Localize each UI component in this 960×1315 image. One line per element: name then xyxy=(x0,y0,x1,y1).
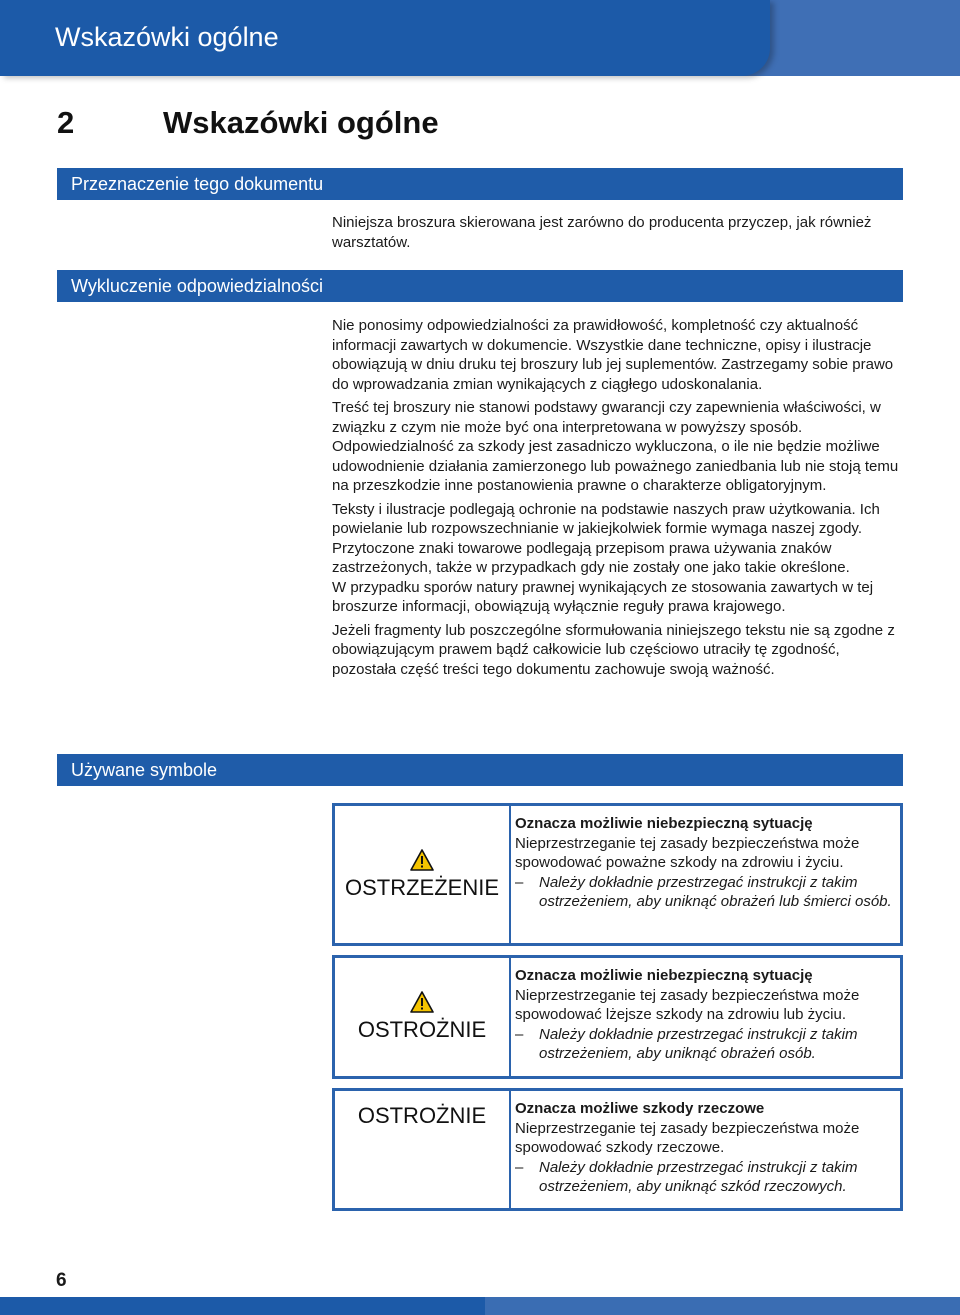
header-title: Wskazówki ogólne xyxy=(55,22,279,52)
dash-bullet: – xyxy=(515,873,524,891)
symbol-description xyxy=(511,958,900,1076)
symbol-caution-box xyxy=(332,955,903,1079)
disclaimer-paragraph: Treść tej broszury nie stanowi podstawy gwarancji czy zapewnienia właściwości, w związku z czym nie może być ona interpretowana w powyższy sposób. Odpowiedzialność za szkody jest zasadniczo wykluczona, o ile nie będzie możliwe udowodnienie działania zamierzonego lub poważnego zaniedbania lub nie stoją temu na przeszkodzie inne postanowienia prawne o charakterze obligatoryjnym. xyxy=(332,399,899,494)
symbol-property-damage-box xyxy=(332,1088,903,1211)
warning-triangle-icon xyxy=(410,849,434,871)
symbol-signal-word: OSTRZEŻENIE xyxy=(344,874,499,900)
symbol-heading: Oznacza możliwie niebezpieczną sytuację xyxy=(515,815,813,832)
disclaimer-paragraph: W przypadku sporów natury prawnej wynikających ze stosowania zawartych w tej broszurze informacji, obowiązują wyłącznie reguły prawa krajowego. xyxy=(332,578,874,615)
chapter-number: 2 xyxy=(57,105,75,140)
symbol-label-cell xyxy=(335,1091,511,1208)
disclaimer-text xyxy=(332,316,904,683)
purpose-text xyxy=(332,213,904,256)
disclaimer-paragraph: Teksty i ilustracje podlegają ochronie na podstawie naszych praw użytkowania. Ich powielanie lub rozpowszechnianie w jakiejkolwiek formie wymaga naszej zgody. xyxy=(332,500,880,537)
symbol-signal-word: OSTROŻNIE xyxy=(357,1103,487,1128)
disclaimer-paragraph: Jeżeli fragmenty lub poszczególne sformułowania niniejszego tekstu nie są zgodne z obowiązującym prawem bądź całkowicie lub częściowo utraciły tę zgodność, pozostała część treści tego dokumentu zachowuje swoją ważność. xyxy=(332,621,895,678)
symbol-warning-box xyxy=(332,803,903,946)
symbol-text: Nieprzestrzeganie tej zasady bezpieczeństwa może spowodować lżejsze szkody na zdrowiu lub życiu. xyxy=(515,986,860,1023)
symbol-instruction-text: Należy dokładnie przestrzegać instrukcji z takim ostrzeżeniem, aby uniknąć obrażeń lub śmierci osób. xyxy=(539,873,892,910)
symbol-instruction-text: Należy dokładnie przestrzegać instrukcji z takim ostrzeżeniem, aby uniknąć szkód rzeczowych. xyxy=(539,1158,858,1195)
symbol-label-cell xyxy=(335,806,511,943)
symbol-instruction xyxy=(515,1158,892,1197)
symbol-heading: Oznacza możliwie niebezpieczną sytuację xyxy=(515,967,813,984)
page-number: 6 xyxy=(56,1270,67,1291)
symbol-description xyxy=(511,806,900,943)
dash-bullet: – xyxy=(515,1025,524,1043)
purpose-paragraph: Niniejsza broszura skierowana jest zarówno do producenta przyczep, jak również warsztatów. xyxy=(332,214,872,251)
disclaimer-paragraph: Przytoczone znaki towarowe podlegają przepisom prawa używania znaków zastrzeżonych, także w przypadkach gdy nie zostały one jako takie określone. xyxy=(332,539,850,576)
symbol-description xyxy=(511,1091,900,1208)
section-heading-disclaimer: Wykluczenie odpowiedzialności xyxy=(57,270,903,302)
page-header xyxy=(0,0,960,76)
dash-bullet: – xyxy=(515,1158,524,1176)
symbol-instruction xyxy=(515,1025,892,1064)
section-heading-purpose: Przeznaczenie tego dokumentu xyxy=(57,168,903,200)
chapter-title: Wskazówki ogólne xyxy=(163,105,439,140)
symbol-text: Nieprzestrzeganie tej zasady bezpieczeństwa może spowodować poważne szkody na zdrowiu i życiu. xyxy=(515,834,860,871)
symbol-instruction xyxy=(515,873,892,912)
disclaimer-paragraph: Nie ponosimy odpowiedzialności za prawidłowość, kompletność czy aktualność informacji zawartych w dokumencie. Wszystkie dane techniczne, opisy i ilustracje obowiązują w dniu druku tej broszury lub jej suplementów. Zastrzegamy sobie prawo do wprowadzania zmian wynikających z ciągłego udoskonalania. xyxy=(332,317,894,393)
section-heading-symbols: Używane symbole xyxy=(57,754,903,786)
symbol-heading: Oznacza możliwe szkody rzeczowe xyxy=(515,1100,765,1117)
page-footer-bar xyxy=(0,1297,960,1315)
symbol-signal-word: OSTROŻNIE xyxy=(357,1017,487,1042)
symbol-text: Nieprzestrzeganie tej zasady bezpieczeństwa może spowodować szkody rzeczowe. xyxy=(515,1119,860,1156)
symbol-instruction-text: Należy dokładnie przestrzegać instrukcji z takim ostrzeżeniem, aby uniknąć obrażeń osób. xyxy=(539,1025,858,1062)
symbol-label-cell xyxy=(335,958,511,1076)
footer-accent xyxy=(485,1297,960,1315)
header-accent xyxy=(740,0,960,76)
warning-triangle-icon xyxy=(410,991,434,1013)
